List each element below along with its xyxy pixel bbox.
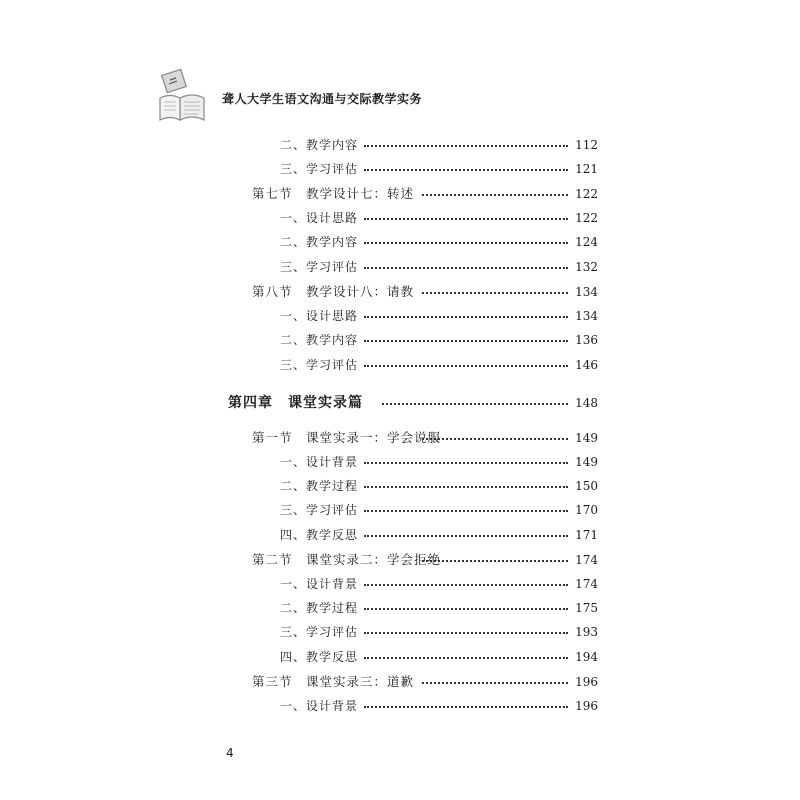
toc-page-number: 174: [575, 577, 598, 591]
dot-leader: [422, 292, 568, 294]
toc-entry-title: 三、学习评估: [280, 358, 359, 372]
toc-page-number: 193: [575, 625, 598, 639]
toc-entry-title: 四、教学反思: [280, 528, 359, 542]
toc-page-number: 175: [575, 601, 598, 615]
dot-leader: [382, 403, 568, 405]
dot-leader: [364, 169, 568, 171]
toc-page-number: 132: [575, 260, 598, 274]
toc-entry-title: 四、教学反思: [280, 650, 359, 664]
toc-item-row: [0, 330, 800, 350]
toc-item-row: [0, 500, 800, 520]
toc-page-number: 196: [575, 699, 598, 713]
toc-entry-title: 二、教学内容: [280, 333, 359, 347]
toc-item-row: [0, 525, 800, 545]
toc-entry-title: 一、设计背景: [280, 577, 359, 591]
toc-page-number: 148: [575, 396, 598, 410]
toc-page-number: 150: [575, 479, 598, 493]
toc-item-row: [0, 622, 800, 642]
toc-item-row: [0, 598, 800, 618]
toc-section-row: [0, 282, 800, 302]
header-title: 聋人大学生语文沟通与交际教学实务: [222, 92, 423, 106]
toc-entry-title: 第三节 课堂实录三：道歉: [252, 674, 415, 689]
toc-page-number: 122: [575, 187, 598, 201]
toc-section-row: [0, 672, 800, 692]
toc-entry-title: 二、教学过程: [280, 601, 359, 615]
toc-section-row: [0, 428, 800, 448]
dot-leader: [364, 608, 568, 610]
dot-leader: [364, 365, 568, 367]
dot-leader: [364, 340, 568, 342]
toc-page-number: 194: [575, 650, 598, 664]
toc-page-number: 196: [575, 675, 598, 689]
toc-item-row: [0, 135, 800, 155]
dot-leader: [364, 510, 568, 512]
toc-item-row: [0, 476, 800, 496]
dot-leader: [364, 242, 568, 244]
toc-chapter-row: [0, 393, 800, 413]
toc-page-number: 134: [575, 309, 598, 323]
dot-leader: [364, 267, 568, 269]
dot-leader: [364, 706, 568, 708]
dot-leader: [422, 194, 568, 196]
page-number: 4: [226, 746, 234, 760]
toc-entry-title: 第一节 课堂实录一：学会说服: [252, 430, 442, 445]
toc-item-row: [0, 574, 800, 594]
toc-page-number: 171: [575, 528, 598, 542]
dot-leader: [364, 316, 568, 318]
toc-page-number: 122: [575, 211, 598, 225]
toc-entry-title: 一、设计背景: [280, 455, 359, 469]
dot-leader: [422, 438, 568, 440]
toc-entry-title: 二、教学内容: [280, 235, 359, 249]
toc-entry-title: 一、设计背景: [280, 699, 359, 713]
toc-page-number: 146: [575, 358, 598, 372]
dot-leader: [364, 145, 568, 147]
toc-entry-title: 二、教学内容: [280, 138, 359, 152]
toc-entry-title: 二、教学过程: [280, 479, 359, 493]
toc-page-number: 136: [575, 333, 598, 347]
toc-item-row: [0, 452, 800, 472]
toc-item-row: [0, 159, 800, 179]
dot-leader: [364, 462, 568, 464]
dot-leader: [364, 584, 568, 586]
dot-leader: [422, 682, 568, 684]
dot-leader: [364, 632, 568, 634]
toc-entry-title: 三、学习评估: [280, 162, 359, 176]
toc-entry-title: 第七节 教学设计七：转述: [252, 186, 415, 201]
toc-entry-title: 第二节 课堂实录二：学会拒绝: [252, 552, 442, 567]
toc-entry-title: 一、设计思路: [280, 309, 359, 323]
toc-item-row: [0, 647, 800, 667]
dot-leader: [364, 218, 568, 220]
toc-entry-title: 第四章 课堂实录篇: [228, 395, 363, 411]
toc-page-number: 149: [575, 455, 598, 469]
toc-page-number: 124: [575, 235, 598, 249]
toc-item-row: [0, 306, 800, 326]
toc-item-row: [0, 355, 800, 375]
toc-page-number: 149: [575, 431, 598, 445]
toc-entry-title: 三、学习评估: [280, 503, 359, 517]
toc-item-row: [0, 257, 800, 277]
toc-item-row: [0, 232, 800, 252]
toc-section-row: [0, 550, 800, 570]
toc-entry-title: 三、学习评估: [280, 625, 359, 639]
toc-entry-title: 三、学习评估: [280, 260, 359, 274]
toc-entry-title: 一、设计思路: [280, 211, 359, 225]
toc-page-number: 174: [575, 553, 598, 567]
toc-page-number: 112: [575, 138, 598, 152]
toc-page-number: 170: [575, 503, 598, 517]
dot-leader: [364, 486, 568, 488]
toc-entry-title: 第八节 教学设计八：请教: [252, 284, 415, 299]
toc-item-row: [0, 208, 800, 228]
dot-leader: [364, 657, 568, 659]
dot-leader: [364, 535, 568, 537]
toc-section-row: [0, 184, 800, 204]
toc-item-row: [0, 696, 800, 716]
toc-page-number: 134: [575, 285, 598, 299]
dot-leader: [422, 560, 568, 562]
toc-page-number: 121: [575, 162, 598, 176]
